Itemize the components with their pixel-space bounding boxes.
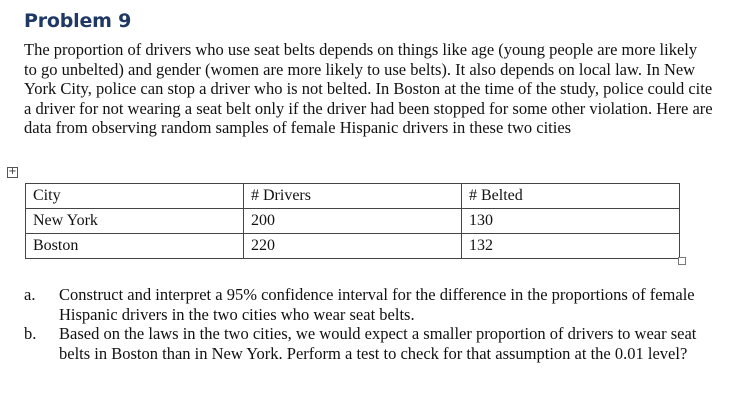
question-text: Based on the laws in the two cities, we would expect a smaller proportion of drivers to wear seat belts in Boston than in New York. Perform a test to check for that assumption at the 0.01 level? <box>59 324 697 363</box>
table-resize-handle[interactable] <box>678 257 686 265</box>
table-header-row <box>26 184 680 209</box>
table-cell-belted: 130 <box>462 209 680 234</box>
question-text: Construct and interpret a 95% confidence interval for the difference in the proportions of female Hispanic drivers in the two cities who wear seat belts. <box>59 285 695 324</box>
question-item <box>24 285 714 324</box>
table-header-drivers: # Drivers <box>244 184 462 209</box>
question-marker: a. <box>24 285 36 304</box>
table-row <box>26 234 680 259</box>
problem-description: The proportion of drivers who use seat belts depends on things like age (young people are more likely to go unbelted) and gender (women are more likely to use belts). It also depends on local law. In New York City, police can stop a driver who is not belted. In Boston at the time of the study, police could cite a driver for not wearing a seat belt only if the driver had been stopped for some other violation. Here are data from observing random samples of female Hispanic drivers in these two cities <box>24 40 713 138</box>
table-cell-belted: 132 <box>462 234 680 259</box>
table-row <box>26 209 680 234</box>
problem-heading: Problem 9 <box>24 10 132 32</box>
table-header-belted: # Belted <box>462 184 680 209</box>
table-header-city: City <box>26 184 244 209</box>
table-cell-city: New York <box>26 209 244 234</box>
move-handle-icon[interactable]: + <box>8 166 17 177</box>
question-list <box>24 285 714 363</box>
table-cell-drivers: 200 <box>244 209 462 234</box>
table-cell-city: Boston <box>26 234 244 259</box>
question-item <box>24 324 714 363</box>
table-cell-drivers: 220 <box>244 234 462 259</box>
data-table <box>25 183 680 259</box>
question-marker: b. <box>24 324 37 344</box>
